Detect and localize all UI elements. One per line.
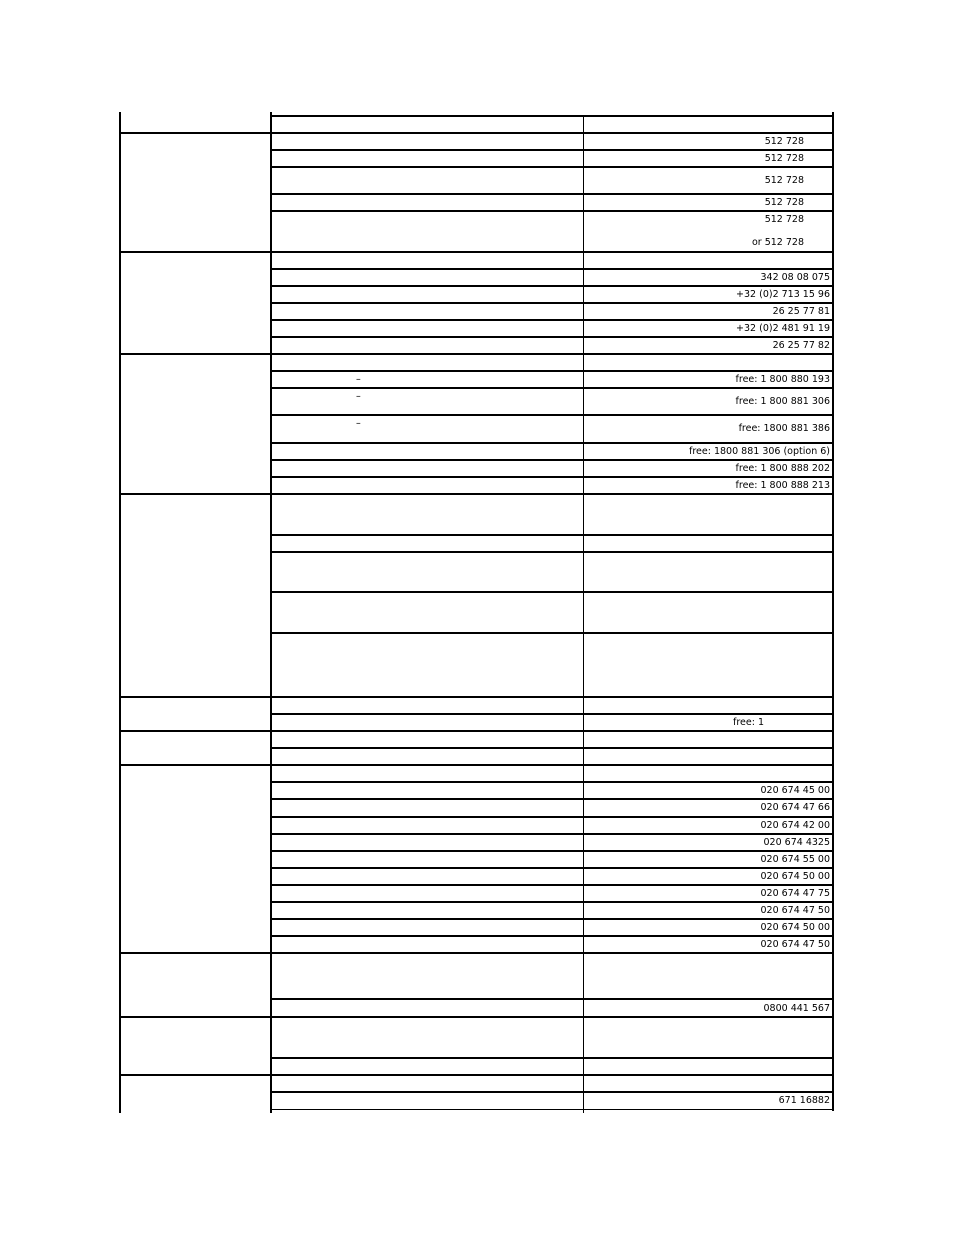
group-separator	[119, 493, 834, 495]
row-separator	[270, 632, 834, 634]
contact-number: 671 16882	[778, 1095, 830, 1106]
row-separator	[270, 285, 834, 287]
contact-number: 020 674 4325	[763, 837, 830, 848]
contact-number: 342 08 08 075	[760, 272, 830, 283]
row-separator	[270, 591, 834, 593]
row-separator	[270, 459, 834, 461]
row-separator	[270, 370, 834, 372]
contact-number: 020 674 50 00	[760, 922, 830, 933]
contact-number: +32 (0)2 713 15 96	[736, 289, 830, 300]
row-separator	[270, 302, 834, 304]
contact-number: 020 674 42 00	[760, 820, 830, 831]
row-separator	[270, 833, 834, 835]
group-separator	[119, 730, 834, 732]
row-separator	[270, 867, 834, 869]
contact-number: 020 674 45 00	[760, 785, 830, 796]
contact-number: free: 1800 881 386	[738, 423, 830, 434]
group-separator	[119, 1016, 834, 1018]
row-separator	[270, 998, 834, 1000]
row-separator	[270, 935, 834, 937]
contact-number: +32 (0)2 481 91 19	[736, 323, 830, 334]
contact-number: free: 1	[733, 717, 764, 728]
dash-mark: –	[356, 374, 361, 385]
row-separator	[270, 816, 834, 818]
column-divider-1	[270, 112, 272, 1113]
contact-number: 512 728	[764, 197, 804, 208]
contact-number: 0800 441 567	[763, 1003, 830, 1014]
row-separator	[270, 713, 834, 715]
row-separator	[270, 268, 834, 270]
row-separator	[270, 210, 834, 212]
row-separator	[270, 1091, 834, 1093]
group-separator	[119, 764, 834, 766]
table-border-left	[119, 112, 121, 1113]
row-separator	[270, 115, 834, 117]
contact-number: 020 674 55 00	[760, 854, 830, 865]
row-separator	[270, 850, 834, 852]
row-separator	[270, 781, 834, 783]
row-separator	[270, 193, 834, 195]
contact-number: 26 25 77 82	[772, 340, 830, 351]
contact-number: 512 728	[764, 214, 804, 225]
contact-number: 020 674 50 00	[760, 871, 830, 882]
row-separator	[270, 918, 834, 920]
row-separator	[270, 319, 834, 321]
row-separator	[270, 1109, 834, 1110]
row-separator	[270, 387, 834, 389]
row-separator	[270, 166, 834, 168]
group-separator	[119, 132, 834, 134]
row-separator	[270, 149, 834, 151]
row-separator	[270, 747, 834, 749]
contact-number: free: 1 800 880 193	[735, 374, 830, 385]
row-separator	[270, 414, 834, 416]
contact-number: 020 674 47 50	[760, 939, 830, 950]
contact-number: 020 674 47 66	[760, 802, 830, 813]
row-separator	[270, 1057, 834, 1059]
contact-number: free: 1800 881 306 (option 6)	[689, 446, 830, 457]
group-separator	[119, 251, 834, 253]
contact-number: 512 728	[764, 153, 804, 164]
contact-number: free: 1 800 881 306	[735, 396, 830, 407]
row-separator	[270, 476, 834, 478]
group-separator	[119, 952, 834, 954]
row-separator	[270, 442, 834, 444]
column-divider-2	[583, 116, 584, 1113]
contact-number: 512 728	[764, 175, 804, 186]
dash-mark: –	[356, 418, 361, 429]
group-separator	[119, 696, 834, 698]
contact-number: 26 25 77 81	[772, 306, 830, 317]
contact-number: free: 1 800 888 202	[735, 463, 830, 474]
contact-number: 512 728	[764, 136, 804, 147]
row-separator	[270, 551, 834, 553]
contact-number: or 512 728	[751, 237, 804, 248]
contact-number: 020 674 47 75	[760, 888, 830, 899]
row-separator	[270, 534, 834, 536]
dash-mark: –	[356, 391, 361, 402]
row-separator	[270, 884, 834, 886]
table-border-right	[832, 112, 834, 1111]
contact-number: 020 674 47 50	[760, 905, 830, 916]
row-separator	[270, 336, 834, 338]
row-separator	[270, 798, 834, 800]
group-separator	[119, 1074, 834, 1076]
group-separator	[119, 353, 834, 355]
contact-number: free: 1 800 888 213	[735, 480, 830, 491]
row-separator	[270, 901, 834, 903]
